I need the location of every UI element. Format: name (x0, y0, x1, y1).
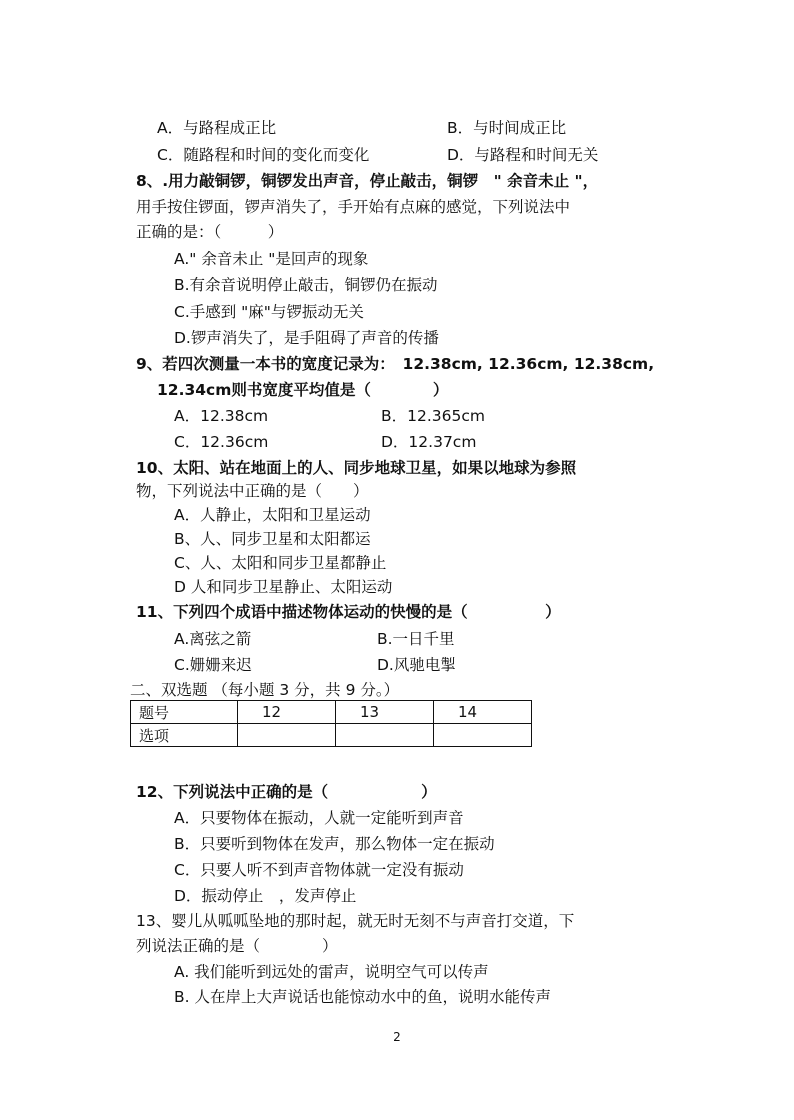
question-number-cell: 14 (434, 701, 532, 724)
q11-option-d: D.风驰电掣 (377, 656, 456, 674)
q11-option-c: C.姗姗来迟 (174, 656, 252, 674)
q7-option-c: C．随路程和时间的变化而变化 (157, 146, 370, 164)
q9-option-b: B．12.365cm (381, 407, 485, 425)
q8-stem-line2: 用手按住锣面，锣声消失了，手开始有点麻的感觉，下列说法中 (136, 198, 571, 216)
q10-stem-line2: 物，下列说法中正确的是（ ） (136, 482, 369, 500)
q12-option-c: C．只要人听不到声音物体就一定没有振动 (174, 861, 464, 879)
page-number: 2 (393, 1030, 401, 1044)
q9-stem-line1: 9、若四次测量一本书的宽度记录为： 12.38cm, 12.36cm, 12.38cm, (136, 355, 655, 373)
q10-option-a: A．人静止，太阳和卫星运动 (174, 506, 371, 524)
q8-option-c: C.手感到 "麻"与锣振动无关 (174, 303, 364, 321)
q10-option-b: B、人、同步卫星和太阳都运 (174, 530, 371, 548)
q12-stem-line1: 12、下列说法中正确的是（ ） (136, 783, 437, 801)
q13-stem-line1: 13、婴儿从呱呱坠地的那时起，就无时无刻不与声音打交道，下 (136, 912, 575, 930)
q13-option-b: B. 人在岸上大声说话也能惊动水中的鱼，说明水能传声 (174, 988, 551, 1006)
q10-option-d: D 人和同步卫星静止、太阳运动 (174, 578, 393, 596)
table-row (131, 701, 532, 724)
q11-stem-line1: 11、下列四个成语中描述物体运动的快慢的是（ ） (136, 603, 561, 621)
q12-option-d: D．振动停止 ，发声停止 (174, 887, 357, 905)
q8-stem-line1: 8、.用力敲铜锣，铜锣发出声音，停止敲击，铜锣 " 余音未止 "， (136, 172, 599, 190)
question-number-cell: 12 (238, 701, 336, 724)
q7-option-d: D．与路程和时间无关 (447, 146, 599, 164)
q7-option-b: B．与时间成正比 (447, 119, 567, 137)
q9-option-d: D．12.37cm (381, 433, 477, 451)
q9-option-c: C．12.36cm (174, 433, 269, 451)
row-label-question-number: 题号 (131, 701, 238, 724)
answer-cell[interactable] (434, 724, 532, 747)
q11-option-a: A.离弦之箭 (174, 630, 252, 648)
section2-heading: 二、双选题 （每小题 3 分，共 9 分。） (130, 681, 400, 699)
q10-option-c: C、人、太阳和同步卫星都静止 (174, 554, 387, 572)
q13-option-a: A. 我们能听到远处的雷声，说明空气可以传声 (174, 963, 489, 981)
q12-option-b: B．只要听到物体在发声，那么物体一定在振动 (174, 835, 495, 853)
q13-stem-line2: 列说法正确的是（ ） (136, 937, 338, 955)
q8-stem-line3: 正确的是：（ ） (136, 223, 284, 241)
q8-option-b: B.有余音说明停止敲击，铜锣仍在振动 (174, 276, 438, 294)
q12-option-a: A．只要物体在振动，人就一定能听到声音 (174, 809, 464, 827)
q7-option-a: A．与路程成正比 (157, 119, 277, 137)
q8-option-d: D.锣声消失了，是手阻碍了声音的传播 (174, 329, 439, 347)
answer-table (130, 700, 532, 747)
table-row (131, 724, 532, 747)
answer-cell[interactable] (238, 724, 336, 747)
q8-option-a: A." 余音未止 "是回声的现象 (174, 250, 369, 268)
q11-option-b: B.一日千里 (377, 630, 455, 648)
row-label-answer: 选项 (131, 724, 238, 747)
q9-option-a: A．12.38cm (174, 407, 269, 425)
q10-stem-line1: 10、太阳、站在地面上的人、同步地球卫星，如果以地球为参照 (136, 459, 577, 477)
question-number-cell: 13 (336, 701, 434, 724)
q9-stem-line2: 12.34cm则书宽度平均值是（ ） (157, 381, 449, 399)
answer-cell[interactable] (336, 724, 434, 747)
